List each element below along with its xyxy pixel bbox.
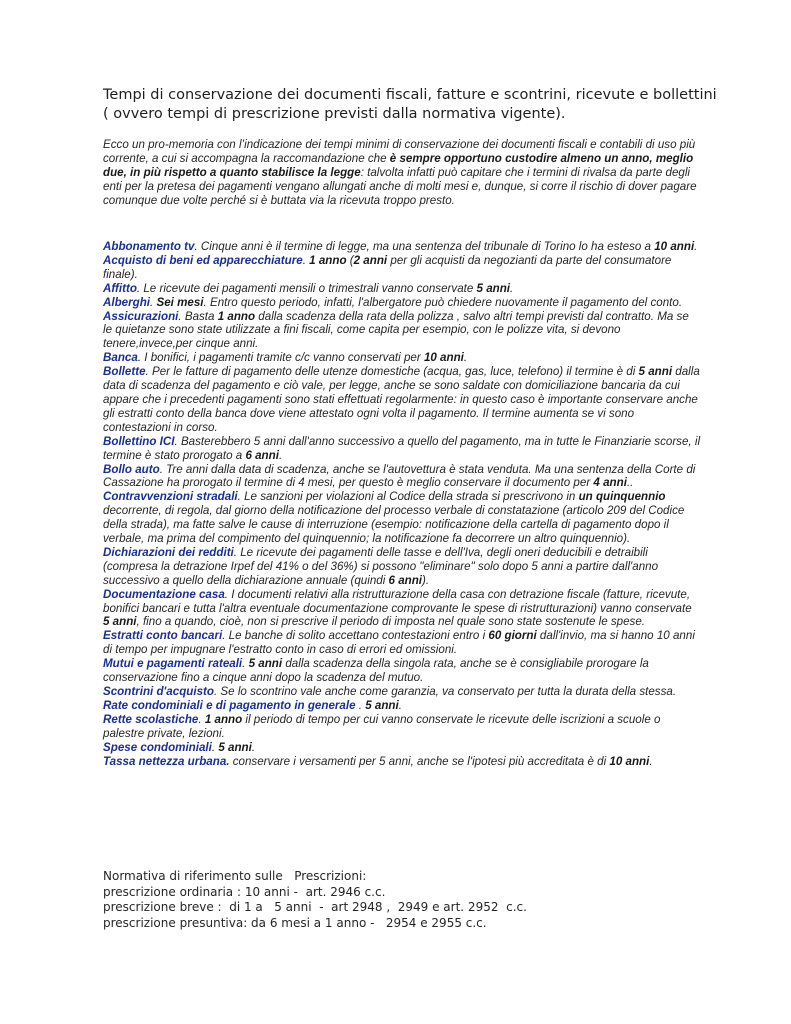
normative-line-breve: prescrizione breve : di 1 a 5 anni - art 2948 , 2949 e art. 2952 c.c. bbox=[103, 900, 527, 915]
entry-term: Contravvenzioni stradali bbox=[103, 490, 238, 504]
entry-text: . Le banche di solito accettano contestazioni entro i bbox=[222, 629, 489, 643]
entry-text: dalla scadenza della singola rata, anche se è consigliabile prorogare la conservazione fino a cinque anni dopo la scadenza del mutuo. bbox=[103, 657, 649, 685]
normative-line-ordinaria: prescrizione ordinaria : 10 anni - art. 2946 c.c. bbox=[103, 884, 386, 899]
entry-text: . bbox=[463, 351, 468, 365]
normative-references bbox=[103, 869, 703, 931]
entry-text: il periodo di tempo per cui vanno conservate le ricevute delle iscrizioni a scuole o palestre private, lezioni. bbox=[103, 712, 661, 740]
retention-entry bbox=[103, 365, 701, 435]
entry-duration: 10 anni bbox=[609, 754, 650, 768]
intro-text-start: Ecco un pro-memoria con l’indicazione dei tempi minimi di conservazione dei documenti fiscali e contabili di uso più corrente, a cui si accompagna la raccomandazione che bbox=[103, 138, 696, 165]
entry-term: Bollette bbox=[103, 365, 146, 379]
entry-text: . bbox=[251, 740, 256, 754]
entry-text: dalla scadenza della rata della polizza , salvo altri tempi previsti dal contratto. Ma se le quietanze sono state utilizzate a fini fiscali, come capita per esempio, con le polizze vita, si devono tenere,invece,per cinque anni. bbox=[103, 309, 689, 351]
entry-text: . Entro questo periodo, infatti, l'albergatore può chiedere nuovamente il pagamento del conto. bbox=[203, 295, 683, 309]
entry-duration: Sei mesi bbox=[156, 295, 204, 309]
entry-term: Bollo auto bbox=[103, 462, 160, 476]
retention-entry bbox=[103, 463, 701, 491]
retention-entry bbox=[103, 685, 701, 699]
entry-term: Affitto bbox=[103, 281, 137, 295]
entry-term: Rette scolastiche bbox=[103, 712, 199, 726]
retention-entry bbox=[103, 435, 701, 463]
entry-duration: 4 anni bbox=[593, 476, 627, 490]
entry-duration: 6 anni bbox=[388, 573, 423, 587]
retention-entry bbox=[103, 546, 701, 588]
entry-duration: 5 anni bbox=[638, 365, 673, 379]
entry-duration: 10 anni bbox=[654, 240, 695, 253]
intro-paragraph bbox=[103, 138, 703, 208]
entry-text: . bbox=[355, 698, 366, 712]
entry-text: . bbox=[211, 740, 219, 754]
entry-text: . bbox=[694, 240, 698, 253]
normative-line-presuntiva: prescrizione presuntiva: da 6 mesi a 1 anno - 2954 e 2955 c.c. bbox=[103, 915, 487, 930]
retention-entry bbox=[103, 588, 701, 630]
entry-text: . bbox=[198, 712, 205, 726]
entry-term: Scontrini d'acquisto bbox=[103, 685, 214, 698]
retention-entry bbox=[103, 254, 701, 282]
retention-entry bbox=[103, 296, 701, 310]
entry-text: dalla data di scadenza del pagamento e ciò vale, per legge, anche se sono saldate con domiciliazione bancaria da cui appare che i precedenti pagamenti sono stati effettuati regolarmente: in questo caso è importante conservare anche gli estratti conto della banca dove viene attestato ogni volta il pagamento. Il termine aumenta se vi sono contestazioni in corso. bbox=[103, 365, 700, 434]
entry-term: Mutui e pagamenti rateali bbox=[103, 657, 243, 671]
retention-entry bbox=[103, 629, 701, 657]
retention-entry bbox=[103, 282, 701, 296]
entry-duration: 5 anni bbox=[218, 740, 252, 754]
entry-text: . Basterebbero 5 anni dall'anno successivo a quello del pagamento, ma in tutte le Finanziarie scorse, il termine è stato prorogato a bbox=[103, 434, 701, 462]
entry-text: per gli acquisti da negozianti da parte del consumatore finale). bbox=[103, 253, 672, 281]
retention-entry bbox=[103, 741, 701, 755]
retention-entry bbox=[103, 713, 701, 741]
entry-duration: 5 anni bbox=[476, 281, 511, 295]
retention-entry bbox=[103, 699, 701, 713]
entry-text: ( bbox=[346, 253, 354, 267]
normative-heading: Normativa di riferimento sulle Prescrizioni: bbox=[103, 869, 367, 883]
entry-term: Assicurazioni bbox=[103, 309, 179, 323]
entry-text: . Cinque anni è il termine di legge, ma una sentenza del tribunale di Torino lo ha esteso a bbox=[194, 240, 655, 253]
entry-duration: 5 anni bbox=[248, 657, 283, 671]
entry-duration: 2 anni bbox=[353, 253, 388, 267]
entry-term: Documentazione casa bbox=[103, 587, 225, 601]
entry-term: Tassa nettezza urbana. bbox=[103, 754, 230, 768]
entry-text: .. bbox=[626, 476, 634, 490]
entry-duration: 5 anni bbox=[365, 698, 399, 712]
entry-text: . bbox=[150, 295, 157, 309]
entry-duration: 1 anno bbox=[217, 309, 256, 323]
entry-term: Banca bbox=[103, 351, 138, 365]
entry-term: Rate condominiali e di pagamento in generale bbox=[103, 698, 356, 712]
retention-entry bbox=[103, 240, 701, 254]
entry-term: Dichiarazioni dei redditi bbox=[103, 545, 234, 559]
entry-term: Bollettino ICI bbox=[103, 434, 175, 448]
entry-duration: 1 anno bbox=[309, 253, 347, 267]
entry-text: . Le sanzioni per violazioni al Codice della strada si prescrivono in bbox=[237, 490, 579, 504]
entry-text: ). bbox=[422, 573, 430, 587]
intro-text-end: : talvolta infatti può capitare che i termini di rivalsa da parte degli enti per la pretesa dei pagamenti vengano allungati anche di molti mesi e, dunque, si corre il rischio di dover pagare comunque due volte perché si è buttata via la ricevuta troppo presto. bbox=[103, 165, 697, 207]
entry-duration: un quinquennio bbox=[578, 490, 666, 504]
entry-term: Abbonamento tv bbox=[103, 240, 195, 253]
intro-recommendation: è sempre opportuno custodire almeno un anno, meglio due, in più rispetto a quanto stabilisce la legge bbox=[103, 151, 694, 179]
retention-entry bbox=[103, 351, 701, 365]
entry-text: . bbox=[278, 448, 283, 462]
entry-text: . Per le fatture di pagamento delle utenze domestiche (acqua, gas, luce, telefono) il termine è di bbox=[145, 365, 639, 379]
entry-term: Spese condominiali bbox=[103, 740, 212, 754]
entry-text: . bbox=[510, 281, 514, 295]
document-title: Tempi di conservazione dei documenti fiscali, fatture e scontrini, ricevute e bollettini ( ovvero tempi di prescrizione previsti dalla normativa vigente). bbox=[103, 87, 717, 122]
entry-text: . bbox=[649, 754, 653, 768]
entry-text: dall'invio, ma si hanno 10 anni di tempo per impugnare l'estratto conto in caso di errori ed omissioni. bbox=[103, 629, 695, 657]
retention-entry bbox=[103, 310, 701, 352]
entry-text: . Tre anni dalla data di scadenza, anche se l'autovettura è stata venduta. Ma una sentenza della Corte di Cassazione ha prorogato il termine di 4 mesi, per questo è meglio conservare il documento per bbox=[103, 462, 696, 490]
entry-term: Acquisto di beni ed apparecchiature bbox=[103, 253, 303, 267]
entry-text: conservare i versamenti per 5 anni, anche se l'ipotesi più accreditata è di bbox=[229, 754, 610, 768]
entry-duration: 6 anni bbox=[245, 448, 279, 462]
entry-text: . I documenti relativi alla ristrutturazione della casa con detrazione fiscale (fatture, ricevute, bonifici bancari e tutta l'altra eventuale documentazione comprovante le spese di ristrutturazioni) vanno conservate bbox=[103, 587, 692, 615]
entry-term: Estratti conto bancari bbox=[103, 629, 223, 643]
retention-entry bbox=[103, 755, 701, 769]
entry-duration: 60 giorni bbox=[488, 629, 537, 643]
retention-entry bbox=[103, 657, 701, 685]
entry-duration: 5 anni bbox=[103, 615, 137, 629]
entry-text: . Se lo scontrino vale anche come garanzia, va conservato per tutta la durata della stessa. bbox=[213, 685, 677, 698]
entry-term: Alberghi bbox=[103, 295, 151, 309]
retention-entry bbox=[103, 490, 701, 546]
entry-text: . Basta bbox=[178, 309, 218, 323]
entry-text: . I bonifici, i pagamenti tramite c/c vanno conservati per bbox=[137, 351, 424, 365]
entry-text: . bbox=[398, 698, 402, 712]
entry-duration: 1 anno bbox=[204, 712, 243, 726]
entry-duration: 10 anni bbox=[423, 351, 464, 365]
entry-text: decorrente, di regola, dal giorno della notificazione del processo verbale di constatazione (articolo 209 del Codice della strada), ma fatte salve le cause di interruzione (esempio: notificazione della cartella di pagamento dopo il verbale, ma prima del compimento del quinquennio; la notificazione fa decorrere un altro quinquennio). bbox=[103, 504, 685, 546]
retention-list bbox=[103, 240, 701, 768]
entry-text: . Le ricevute dei pagamenti mensili o trimestrali vanno conservate bbox=[136, 281, 477, 295]
entry-text: . Le ricevute dei pagamenti delle tasse e dell'Iva, degli oneri deducibili e detraibili (compresa la detrazione Irpef del 41% o del 36%) si possono "eliminare" solo dopo 5 anni a partire dall'anno successivo a quello della dichiarazione annuale (quindi bbox=[103, 545, 659, 587]
entry-text: , fino a quando, cioè, non si prescrive il periodo di imposta nel quale sono state sostenute le spese. bbox=[136, 615, 646, 629]
entry-text: . bbox=[302, 253, 310, 267]
entry-text: . bbox=[242, 657, 249, 671]
